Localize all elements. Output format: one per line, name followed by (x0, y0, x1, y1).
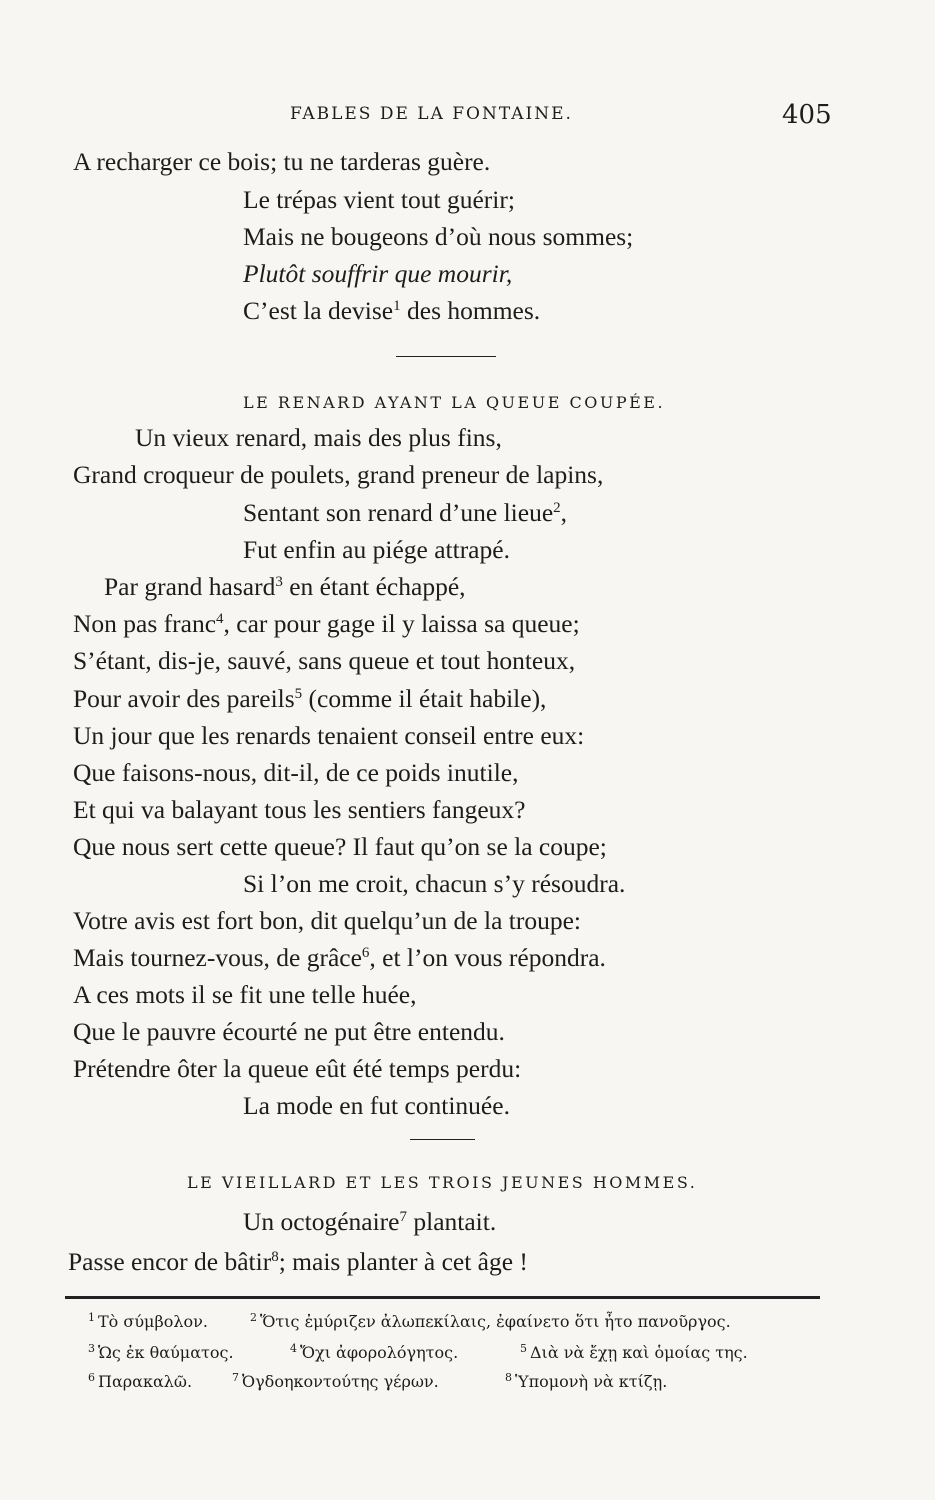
verse-line: Que le pauvre écourté ne put être entendu. (73, 1017, 505, 1046)
running-title: FABLES DE LA FONTAINE. (290, 104, 573, 124)
verse-line: C’est la devise$^1$ des hommes. (243, 296, 541, 325)
verse-line: Un vieux renard, mais des plus fins, (135, 423, 502, 452)
footnote-ref: 8 (271, 1249, 279, 1265)
fable-title: LE VIEILLARD ET LES TROIS JEUNES HOMMES. (187, 1173, 698, 1192)
verse-line: Par grand hasard$^3$ en étant échappé, (104, 572, 466, 601)
page-number: 405 (782, 100, 832, 130)
verse-line: Passe encor de bâtir$^8$; mais planter à cet âge ! (68, 1247, 528, 1276)
footnote-ref: 4 (216, 611, 224, 627)
verse-line: Pour avoir des pareils$^5$ (comme il était habile), (73, 684, 547, 713)
verse-line: Que nous sert cette queue? Il faut qu’on se la coupe; (73, 832, 607, 861)
verse-line: Mais ne bougeons d’où nous sommes; (243, 222, 634, 251)
verse-line: Votre avis est fort bon, dit quelqu’un de la troupe: (73, 906, 582, 935)
footnote: $^7$ Ὀγδοηκοντούτης γέρων. (232, 1371, 439, 1391)
footnote: $^5$ Διὰ νὰ ἔχῃ καὶ ὁμοίας της. (520, 1342, 748, 1362)
footnote-ref: 1 (393, 298, 401, 314)
verse-line: Et qui va balayant tous les sentiers fangeux? (73, 795, 526, 824)
verse-line: Un jour que les renards tenaient conseil entre eux: (73, 721, 585, 750)
verse-line: Prétendre ôter la queue eût été temps perdu: (73, 1054, 522, 1083)
footnote: $^3$ Ὡς ἐκ θαύματος. (88, 1342, 234, 1362)
footnote-separator (65, 1296, 820, 1299)
footnote-ref: 3 (275, 574, 283, 590)
fable-title: LE RENARD AYANT LA QUEUE COUPÉE. (243, 393, 666, 412)
verse-line: La mode en fut continuée. (243, 1091, 510, 1120)
footnote-ref: 2 (553, 500, 561, 516)
verse-line: Fut enfin au piége attrapé. (243, 535, 510, 564)
section-divider (410, 1139, 475, 1140)
verse-line: S’étant, dis-je, sauvé, sans queue et tout honteux, (73, 646, 576, 675)
footnote-ref: 5 (294, 686, 303, 702)
verse-line: A ces mots il se fit une telle huée, (73, 980, 417, 1009)
footnote: $^8$ Ὑπομονὴ νὰ κτίζῃ. (505, 1371, 668, 1391)
footnote: $^2$ Ὅτις ἐμύριζεν ἀλωπεκίλαις, ἐφαίνετο ὅτι ἦτο πανοῦργος. (250, 1311, 731, 1331)
verse-line: A recharger ce bois; tu ne tarderas guère. (73, 147, 491, 176)
verse-line: Grand croqueur de poulets, grand preneur de lapins, (73, 460, 604, 489)
footnote: $^4$ Ὄχι ἀφορολόγητος. (290, 1342, 459, 1362)
footnote: $^6$ Παρακαλῶ. (88, 1371, 193, 1391)
footnote-ref: 7 (399, 1209, 407, 1225)
verse-line: Que faisons-nous, dit-il, de ce poids inutile, (73, 758, 519, 787)
verse-line: Le trépas vient tout guérir; (243, 185, 515, 214)
section-divider (396, 356, 496, 357)
footnote: $^1$ Τὸ σύμβολον. (88, 1311, 208, 1331)
verse-line-italic: Plutôt souffrir que mourir, (243, 259, 513, 288)
verse-line: Sentant son renard d’une lieue$^2$, (243, 498, 568, 527)
verse-line: Un octogénaire$^7$ plantait. (243, 1207, 497, 1236)
verse-line: Si l’on me croit, chacun s’y résoudra. (243, 869, 626, 898)
footnote-ref: 6 (361, 945, 370, 961)
verse-line: Mais tournez-vous, de grâce$^6$, et l’on vous répondra. (73, 943, 606, 972)
verse-line: Non pas franc$^4$, car pour gage il y laissa sa queue; (73, 609, 580, 638)
